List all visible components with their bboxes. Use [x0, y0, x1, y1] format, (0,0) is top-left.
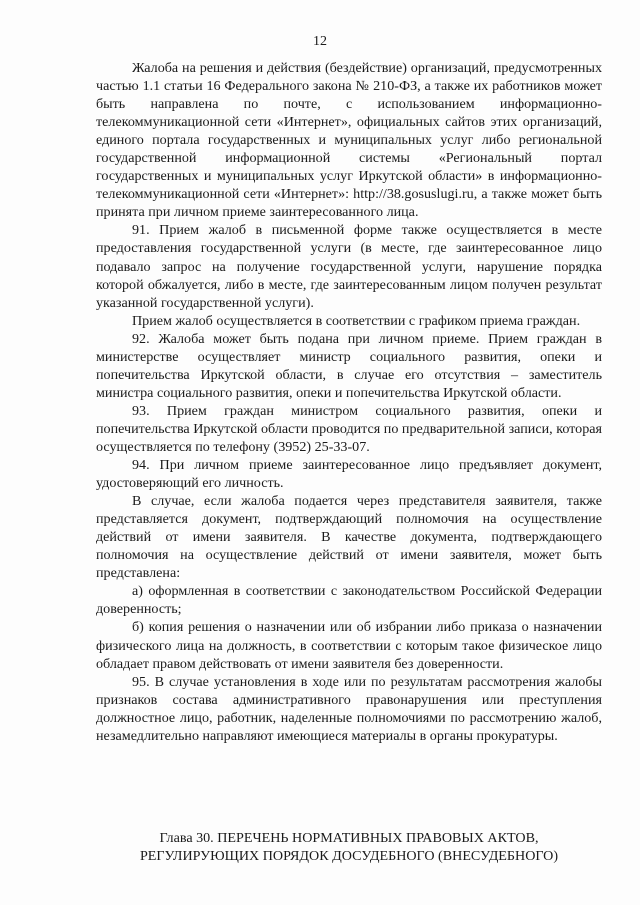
- document-body: [96, 59, 602, 745]
- paragraph-representative: В случае, если жалоба подается через представителя заявителя, также представляется документ, подтверждающий полномочия на осуществление действий от имени заявителя. В качестве документа, подтверждающего полномочия на осуществление действий от имени заявителя, может быть представлена:: [96, 493, 602, 582]
- chapter-heading-line-1: Глава 30. ПЕРЕЧЕНЬ НОРМАТИВНЫХ ПРАВОВЫХ АКТОВ,: [159, 830, 539, 846]
- page-number: 12: [313, 34, 327, 49]
- paragraph-reception-schedule: Прием жалоб осуществляется в соответствии с графиком приема граждан.: [132, 312, 581, 329]
- paragraph-91: 91. Прием жалоб в письменной форме также осуществляется в месте предоставления государственной услуги (в месте, где заинтересованное лицо подавало запрос на получение государственной услуги, нарушение порядка которой обжалуется, либо в месте, где заинтересованным лицом получен результат указанной государственной услуги).: [96, 222, 602, 311]
- chapter-heading-line-2: РЕГУЛИРУЮЩИХ ПОРЯДОК ДОСУДЕБНОГО (ВНЕСУДЕБНОГО): [139, 848, 559, 865]
- paragraph-92: 92. Жалоба может быть подана при личном приеме. Прием граждан в министерстве осуществляет министр социального развития, опеки и попечительства Иркутской области, в случае его отсутствия – заместитель министра социального развития, опеки и попечительства Иркутской области.: [96, 330, 602, 401]
- paragraph-94: 94. При личном приеме заинтересованное лицо предъявляет документ, удостоверяющий его личность.: [96, 457, 602, 492]
- list-item-b: б) копия решения о назначении или об избрании либо приказа о назначении физического лица на должность, в соответствии с которым такое физическое лицо обладает правом действовать от имени заявителя без доверенности.: [96, 619, 602, 672]
- paragraph-95: 95. В случае установления в ходе или по результатам рассмотрения жалобы признаков состава административного правонарушения или преступления должностное лицо, работник, наделенные полномочиями по рассмотрению жалоб, незамедлительно направляют имеющиеся материалы в органы прокуратуры.: [96, 673, 602, 744]
- paragraph-complaint-channels: Жалоба на решения и действия (бездействие) организаций, предусмотренных частью 1.1 статьи 16 Федерального закона № 210-ФЗ, а также их работников может быть направлена по почте, с использованием информационно-телекоммуникационной сети «Интернет», официальных сайтов этих организаций, единого портала государственных и муниципальных услуг либо региональной государственной информационной системы «Региональный портал государственных и муниципальных услуг Иркутской области» в информационно-телекоммуникационной сети «Интернет»: http://38.gosuslugi.ru, а также может быть принята при личном приеме заинтересованного лица.: [96, 60, 602, 221]
- paragraph-93: 93. Прием граждан министром социального развития, опеки и попечительства Иркутской области проводится по предварительной записи, которая осуществляется по телефону (3952) 25-33-07.: [96, 402, 602, 455]
- chapter-heading: [96, 829, 602, 865]
- list-item-a: а) оформленная в соответствии с законодательством Российской Федерации доверенность;: [96, 583, 602, 618]
